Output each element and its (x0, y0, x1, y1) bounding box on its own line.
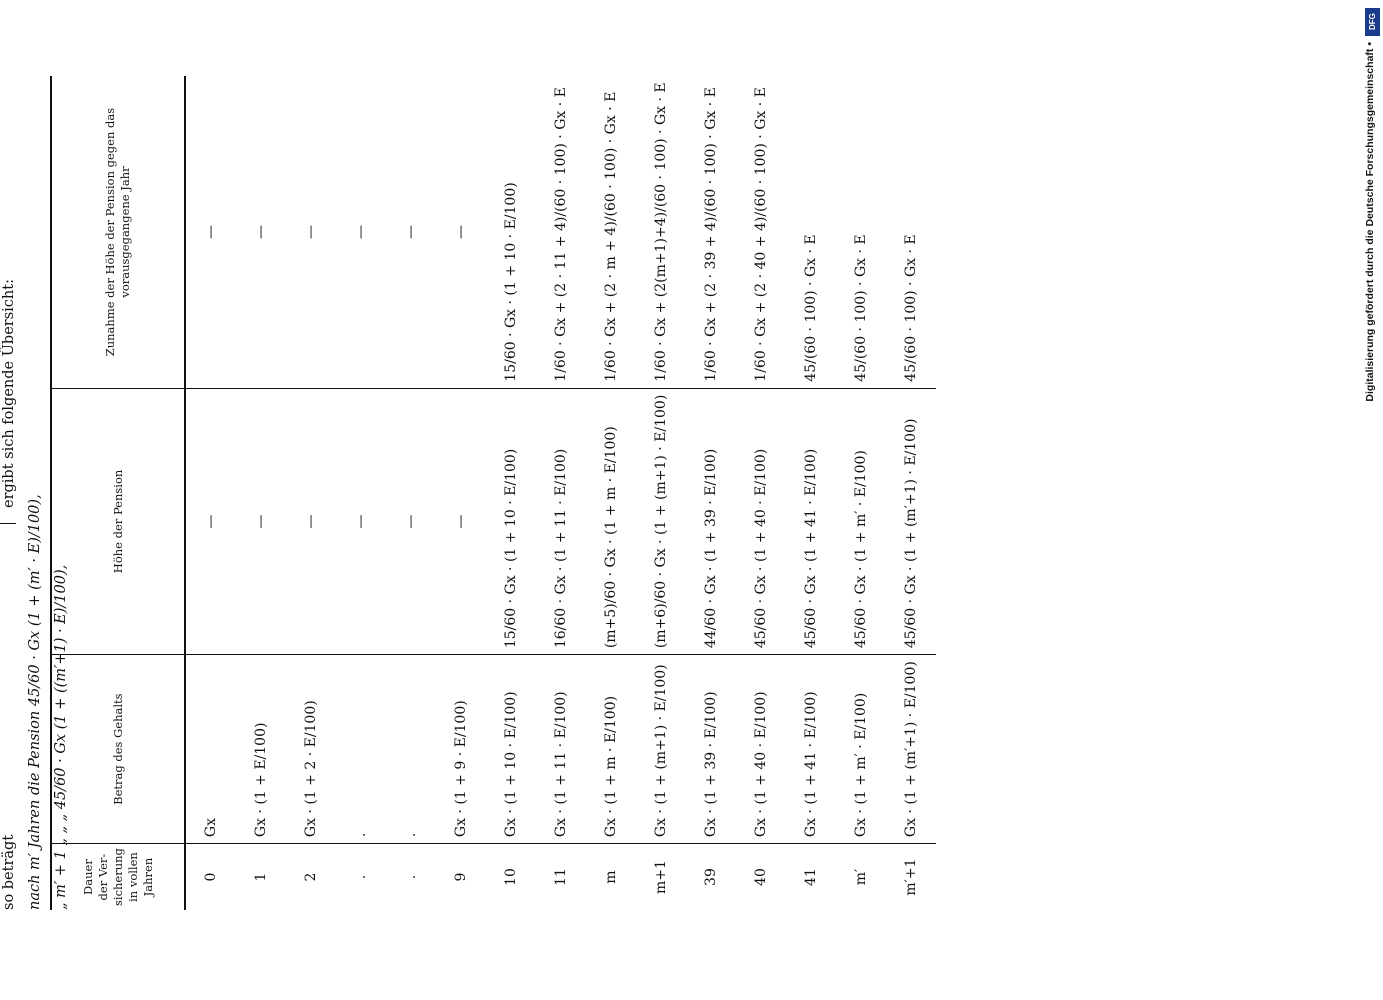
table-row (586, 76, 636, 910)
cell-salary: Gx · (1 + 40 · E/100) (736, 655, 786, 844)
header-duration: Dauer der Ver-sicherung in vollen Jahren (80, 848, 155, 906)
cell-pension: 44/60 · Gx · (1 + 39 · E/100) (686, 388, 736, 654)
table-body (185, 76, 936, 910)
cell-salary: Gx · (1 + m · E/100) (586, 655, 636, 844)
table-row (386, 76, 436, 910)
cell-increase: — (286, 76, 336, 388)
digitization-credit: Digitalisierung gefördert durch die Deutsche Forschungsgemeinschaft • (1364, 42, 1376, 402)
table-row (185, 76, 236, 910)
cell-increase: — (236, 76, 286, 388)
cell-duration: m′ (853, 868, 869, 886)
dfg-logo: DFG (1365, 8, 1380, 36)
cell-duration: m+1 (653, 860, 669, 895)
cell-salary: . (386, 655, 436, 844)
header-pension: Höhe der Pension (51, 388, 185, 654)
cell-salary: Gx · (1 + 2 · E/100) (286, 655, 336, 844)
cell-pension: (m+5)/60 · Gx · (1 + m · E/100) (586, 388, 636, 654)
cell-increase: 1/60 · Gx + (2 · 11 + 4)/(60 · 100) · Gx · E (536, 76, 586, 388)
cell-salary: . (336, 655, 386, 844)
cell-salary: Gx · (1 + m′ · E/100) (836, 655, 886, 844)
right-text-column (0, 80, 22, 508)
cell-duration: 39 (703, 868, 719, 886)
cell-pension: 45/60 · Gx · (1 + (m′+1) · E/100) (886, 388, 936, 654)
table-header-row (51, 76, 185, 910)
table-row (836, 76, 886, 910)
cell-duration: m′+1 (903, 858, 919, 896)
cell-salary: Gx · (1 + 41 · E/100) (786, 655, 836, 844)
cell-increase: 1/60 · Gx + (2(m+1)+4)/(60 · 100) · Gx · E (636, 76, 686, 388)
table-row (536, 76, 586, 910)
table-row (886, 76, 936, 910)
table-row (336, 76, 386, 910)
cell-duration: 1 (253, 872, 269, 882)
pension-table (50, 76, 936, 910)
left-line: nach m′ Jahren die Pension 45/60 · Gx (1 + (m′ · E)/100), (27, 494, 43, 910)
cell-increase: — (185, 76, 236, 388)
left-line: „ m′ + 1 „ „ „ 45/60 · Gx (1 + ((m′+1) · E)/100), (53, 564, 69, 910)
table-row (736, 76, 786, 910)
right-line: ergibt sich folgende Übersicht: (1, 279, 17, 508)
table-row (686, 76, 736, 910)
table-row (236, 76, 286, 910)
table-row (636, 76, 686, 910)
cell-salary: Gx · (1 + 9 · E/100) (436, 655, 486, 844)
cell-duration: 41 (803, 868, 819, 886)
cell-duration: 2 (303, 872, 319, 882)
table-row (486, 76, 536, 910)
cell-pension: 16/60 · Gx · (1 + 11 · E/100) (536, 388, 586, 654)
cell-pension: — (286, 388, 336, 654)
cell-duration: 11 (553, 868, 569, 886)
cell-pension: 45/60 · Gx · (1 + m′ · E/100) (836, 388, 886, 654)
cell-increase: — (386, 76, 436, 388)
cell-pension: — (386, 388, 436, 654)
cell-salary: Gx · (1 + 11 · E/100) (536, 655, 586, 844)
left-line: so beträgt (1, 834, 17, 910)
header-salary: Betrag des Gehalts (51, 655, 185, 844)
document-page (0, 80, 1110, 910)
cell-salary: Gx · (1 + (m+1) · E/100) (636, 655, 686, 844)
table-row (786, 76, 836, 910)
cell-pension: 45/60 · Gx · (1 + 40 · E/100) (736, 388, 786, 654)
cell-increase: 1/60 · Gx + (2 · 39 + 4)/(60 · 100) · Gx · E (686, 76, 736, 388)
cell-pension: — (185, 388, 236, 654)
cell-salary: Gx · (1 + (m′+1) · E/100) (886, 655, 936, 844)
cell-increase: 1/60 · Gx + (2 · m + 4)/(60 · 100) · Gx · E (586, 76, 636, 388)
cell-salary: Gx (185, 655, 236, 844)
cell-pension: — (336, 388, 386, 654)
header-increase: Zunahme der Höhe der Pension gegen das vorausgegangene Jahr (51, 76, 185, 388)
cell-duration: . (353, 874, 369, 880)
cell-pension: (m+6)/60 · Gx · (1 + (m+1) · E/100) (636, 388, 686, 654)
cell-increase: 15/60 · Gx · (1 + 10 · E/100) (486, 76, 536, 388)
column-divider (0, 523, 16, 524)
cell-duration: 10 (503, 868, 519, 886)
cell-pension: 15/60 · Gx · (1 + 10 · E/100) (486, 388, 536, 654)
cell-increase: 1/60 · Gx + (2 · 40 + 4)/(60 · 100) · Gx · E (736, 76, 786, 388)
cell-duration: 9 (453, 872, 469, 882)
cell-increase: 45/(60 · 100) · Gx · E (786, 76, 836, 388)
cell-salary: Gx · (1 + E/100) (236, 655, 286, 844)
cell-duration: . (403, 874, 419, 880)
cell-duration: 0 (203, 872, 219, 882)
cell-increase: — (336, 76, 386, 388)
cell-pension: — (436, 388, 486, 654)
rotated-page (0, 80, 1110, 910)
cell-salary: Gx · (1 + 10 · E/100) (486, 655, 536, 844)
cell-increase: — (436, 76, 486, 388)
cell-pension: 45/60 · Gx · (1 + 41 · E/100) (786, 388, 836, 654)
cell-pension: — (236, 388, 286, 654)
cell-increase: 45/(60 · 100) · Gx · E (886, 76, 936, 388)
cell-duration: 40 (753, 868, 769, 886)
cell-increase: 45/(60 · 100) · Gx · E (836, 76, 886, 388)
cell-duration: m (603, 870, 619, 884)
table-row (436, 76, 486, 910)
cell-salary: Gx · (1 + 39 · E/100) (686, 655, 736, 844)
table-row (286, 76, 336, 910)
sidebar-credit (1364, 8, 1382, 428)
